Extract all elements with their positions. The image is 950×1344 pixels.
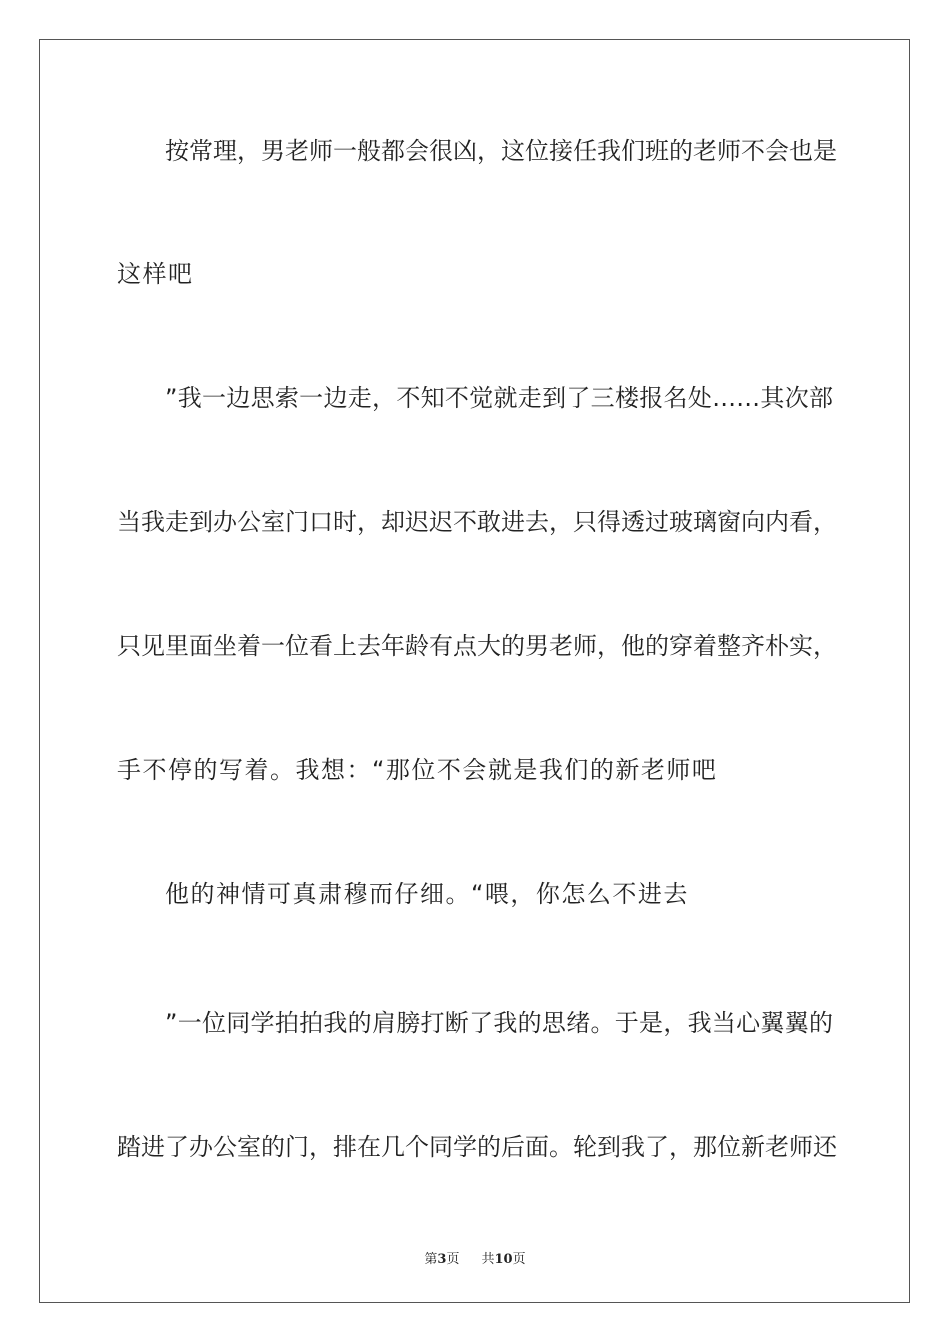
text-line: ”我一边思索一边走，不知不觉就走到了三楼报名处……其次部 [165, 384, 833, 412]
total-prefix: 共 [481, 1252, 495, 1267]
text-line: 踏进了办公室的门，排在几个同学的后面。轮到我了，那位新老师还 [117, 1133, 837, 1161]
page-footer [0, 1248, 950, 1267]
text-line: 他的神情可真肃穆而仔细。“喂，你怎么不进去 [165, 880, 689, 908]
page-suffix: 页 [446, 1252, 460, 1267]
page-number: 3 [437, 1252, 447, 1267]
total-suffix: 页 [512, 1252, 526, 1267]
text-line: ”一位同学拍拍我的肩膀打断了我的思绪。于是，我当心翼翼的 [165, 1009, 833, 1037]
text-line: 按常理，男老师一般都会很凶，这位接任我们班的老师不会也是 [165, 137, 837, 165]
total-pages: 10 [494, 1252, 513, 1267]
page-prefix: 第 [424, 1252, 438, 1267]
text-line: 手不停的写着。我想：“那位不会就是我们的新老师吧 [117, 756, 718, 784]
text-line: 当我走到办公室门口时，却迟迟不敢进去，只得透过玻璃窗向内看， [117, 508, 837, 536]
text-line: 这样吧 [117, 260, 194, 288]
page-border [39, 39, 910, 1303]
text-line: 只见里面坐着一位看上去年龄有点大的男老师，他的穿着整齐朴实， [117, 632, 837, 660]
